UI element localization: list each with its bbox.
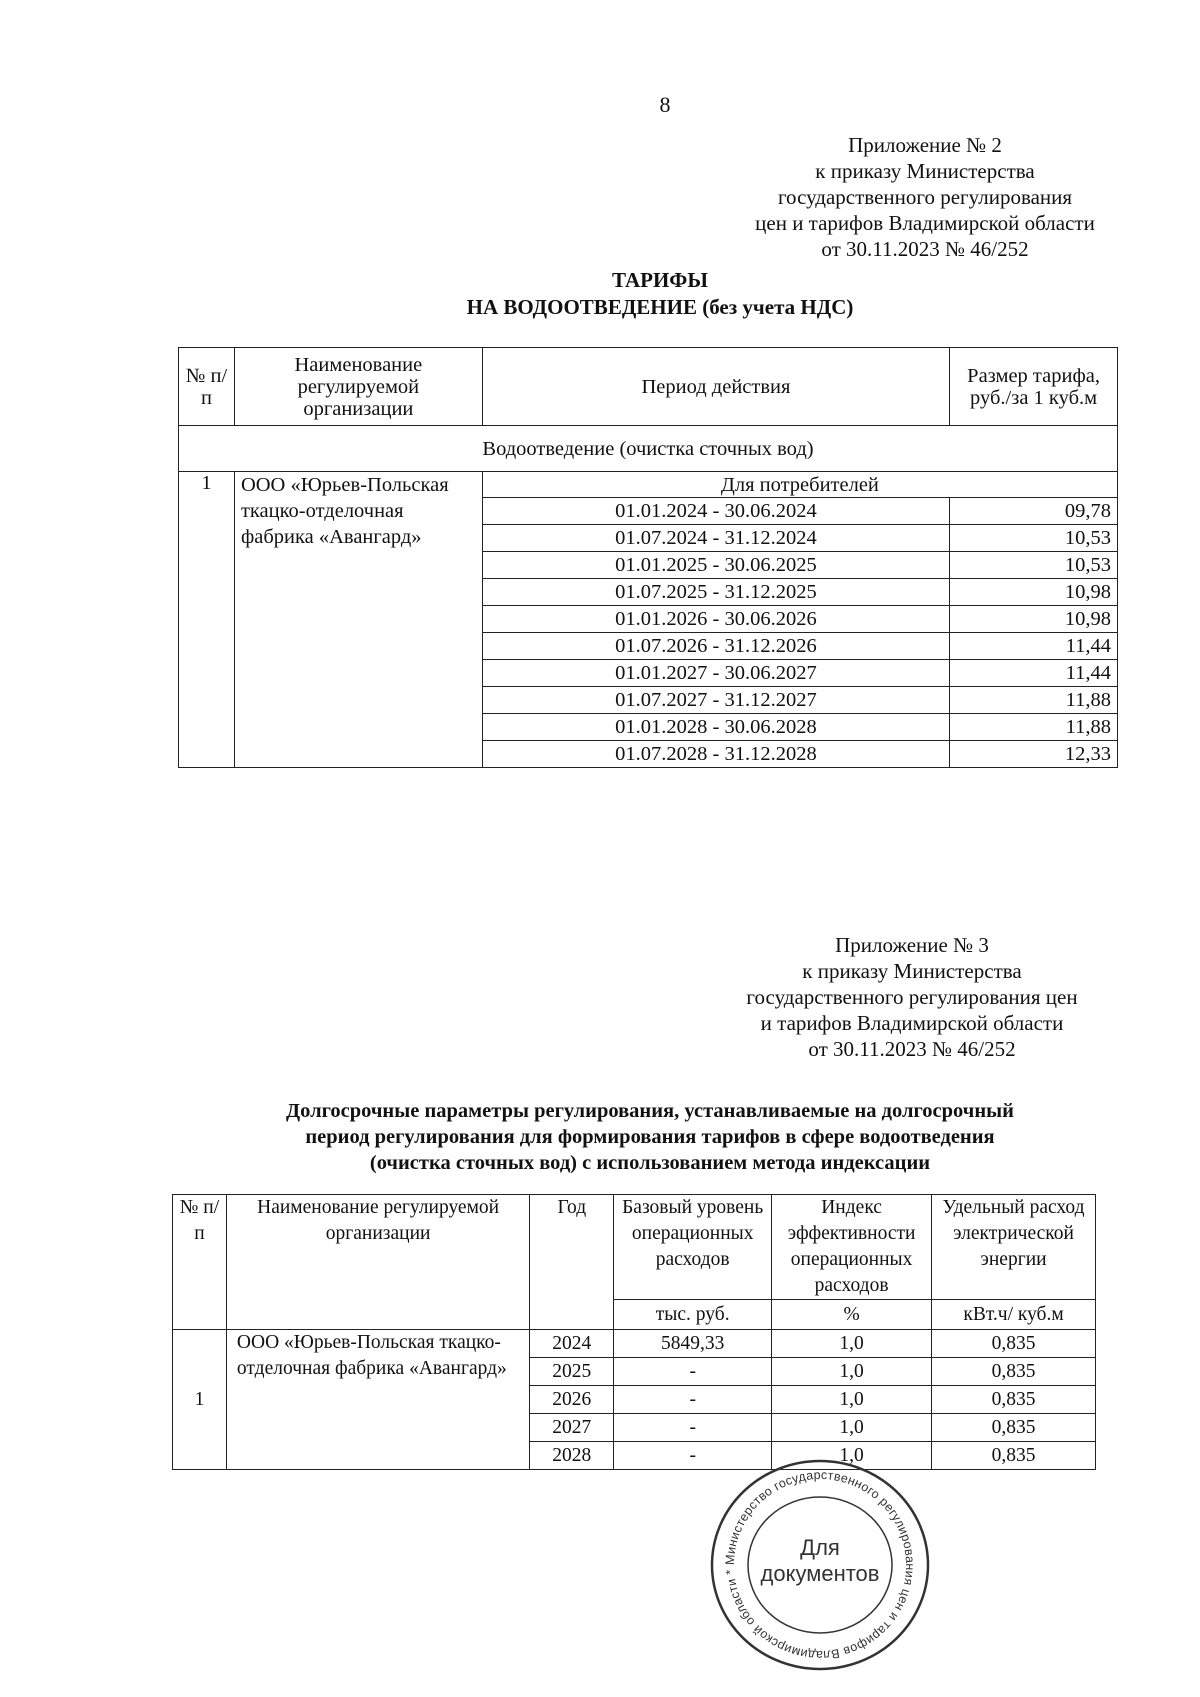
period-cell: 01.01.2025 - 30.06.2025	[482, 552, 949, 579]
appendix-3-header-line: государственного регулирования цен	[746, 985, 1078, 1009]
period-cell: 01.01.2028 - 30.06.2028	[482, 714, 949, 741]
organization-name: ООО «Юрьев-Польская ткацко-отделочная фабрика «Авангард»	[234, 472, 482, 768]
tariff-cell: 12,33	[950, 741, 1118, 768]
tariff-table	[178, 347, 1118, 768]
header-period: Период действия	[482, 348, 949, 426]
energy-cell: 0,835	[932, 1414, 1096, 1442]
tariff-cell: 11,88	[950, 687, 1118, 714]
official-stamp	[700, 1455, 940, 1675]
header-org: Наименование регулируемой организации	[226, 1195, 529, 1330]
organization-name: ООО «Юрьев-Польская ткацко-отделочная фабрика «Авангард»	[226, 1330, 529, 1470]
title-line: НА ВОДООТВЕДЕНИЕ (без учета НДС)	[466, 295, 854, 319]
header-num: № п/п	[179, 348, 235, 426]
period-cell: 01.07.2027 - 31.12.2027	[482, 687, 949, 714]
base-cell: -	[614, 1414, 772, 1442]
tariff-cell: 09,78	[950, 498, 1118, 525]
page-number: 8	[659, 92, 671, 117]
header-base-level: Базовый уровень операционных расходов	[614, 1195, 772, 1300]
energy-cell: 0,835	[932, 1442, 1096, 1470]
appendix-3-header	[700, 932, 1124, 1062]
period-cell: 01.07.2026 - 31.12.2026	[482, 633, 949, 660]
appendix-2-header-line: к приказу Министерства	[815, 159, 1035, 183]
year-cell: 2024	[530, 1330, 614, 1358]
title-line: Долгосрочные параметры регулирования, устанавливаемые на долгосрочный	[286, 1100, 1014, 1122]
energy-cell: 0,835	[932, 1358, 1096, 1386]
title-line: период регулирования для формирования тарифов в сфере водоотведения	[305, 1126, 995, 1148]
year-cell: 2026	[530, 1386, 614, 1414]
tariff-cell: 10,98	[950, 606, 1118, 633]
appendix-3-title	[150, 1098, 1150, 1176]
index-cell: 1,0	[772, 1358, 932, 1386]
appendix-3-header-line: Приложение № 3	[835, 933, 989, 957]
appendix-3-header-line: и тарифов Владимирской области	[760, 1011, 1064, 1035]
energy-cell: 0,835	[932, 1386, 1096, 1414]
base-cell: -	[614, 1386, 772, 1414]
year-cell: 2027	[530, 1414, 614, 1442]
stamp-center-line: Для	[800, 1535, 840, 1560]
tariff-cell: 10,53	[950, 525, 1118, 552]
header-num: № п/п	[173, 1195, 227, 1330]
year-cell: 2025	[530, 1358, 614, 1386]
subheader-consumers: Для потребителей	[482, 472, 1117, 498]
tariff-cell: 11,44	[950, 633, 1118, 660]
period-cell: 01.01.2027 - 30.06.2027	[482, 660, 949, 687]
energy-cell: 0,835	[932, 1330, 1096, 1358]
base-cell: 5849,33	[614, 1330, 772, 1358]
period-cell: 01.01.2026 - 30.06.2026	[482, 606, 949, 633]
title-line: ТАРИФЫ	[612, 268, 708, 292]
tariff-cell: 10,53	[950, 552, 1118, 579]
period-cell: 01.01.2024 - 30.06.2024	[482, 498, 949, 525]
header-year: Год	[530, 1195, 614, 1330]
row-number: 1	[179, 472, 235, 768]
appendix-2-header-line: от 30.11.2023 № 46/252	[821, 237, 1029, 261]
appendix-2-header-line: Приложение № 2	[848, 133, 1002, 157]
tariff-cell: 10,98	[950, 579, 1118, 606]
tariff-cell: 11,44	[950, 660, 1118, 687]
index-cell: 1,0	[772, 1442, 932, 1470]
header-efficiency-index: Индекс эффективности операционных расходов	[772, 1195, 932, 1300]
parameters-table	[172, 1194, 1096, 1470]
title-line: (очистка сточных вод) с использованием метода индексации	[369, 1152, 931, 1174]
period-cell: 01.07.2024 - 31.12.2024	[482, 525, 949, 552]
appendix-3-header-line: от 30.11.2023 № 46/252	[808, 1037, 1016, 1061]
index-cell: 1,0	[772, 1386, 932, 1414]
period-cell: 01.07.2028 - 31.12.2028	[482, 741, 949, 768]
base-cell: -	[614, 1442, 772, 1470]
unit-base-level: тыс. руб.	[614, 1300, 772, 1330]
unit-energy: кВт.ч/ куб.м	[932, 1300, 1096, 1330]
appendix-2-header-line: государственного регулирования	[777, 185, 1073, 209]
header-tariff: Размер тарифа, руб./за 1 куб.м	[950, 348, 1118, 426]
appendix-2-header	[700, 132, 1150, 262]
appendix-2-header-line: цен и тарифов Владимирской области	[755, 211, 1095, 235]
stamp-center-line: документов	[760, 1561, 880, 1586]
appendix-3-header-line: к приказу Министерства	[802, 959, 1022, 983]
tariff-cell: 11,88	[950, 714, 1118, 741]
index-cell: 1,0	[772, 1330, 932, 1358]
section-row: Водоотведение (очистка сточных вод)	[179, 426, 1118, 472]
row-number: 1	[173, 1330, 227, 1470]
stamp-ring-text: Министерство государственного регулирования цен и тарифов Владимирской области *	[722, 1467, 918, 1663]
index-cell: 1,0	[772, 1414, 932, 1442]
appendix-2-title	[0, 267, 1200, 321]
period-cell: 01.07.2025 - 31.12.2025	[482, 579, 949, 606]
base-cell: -	[614, 1358, 772, 1386]
header-energy: Удельный расход электрической энергии	[932, 1195, 1096, 1300]
header-org: Наименование регулируемой организации	[234, 348, 482, 426]
unit-efficiency-index: %	[772, 1300, 932, 1330]
year-cell: 2028	[530, 1442, 614, 1470]
